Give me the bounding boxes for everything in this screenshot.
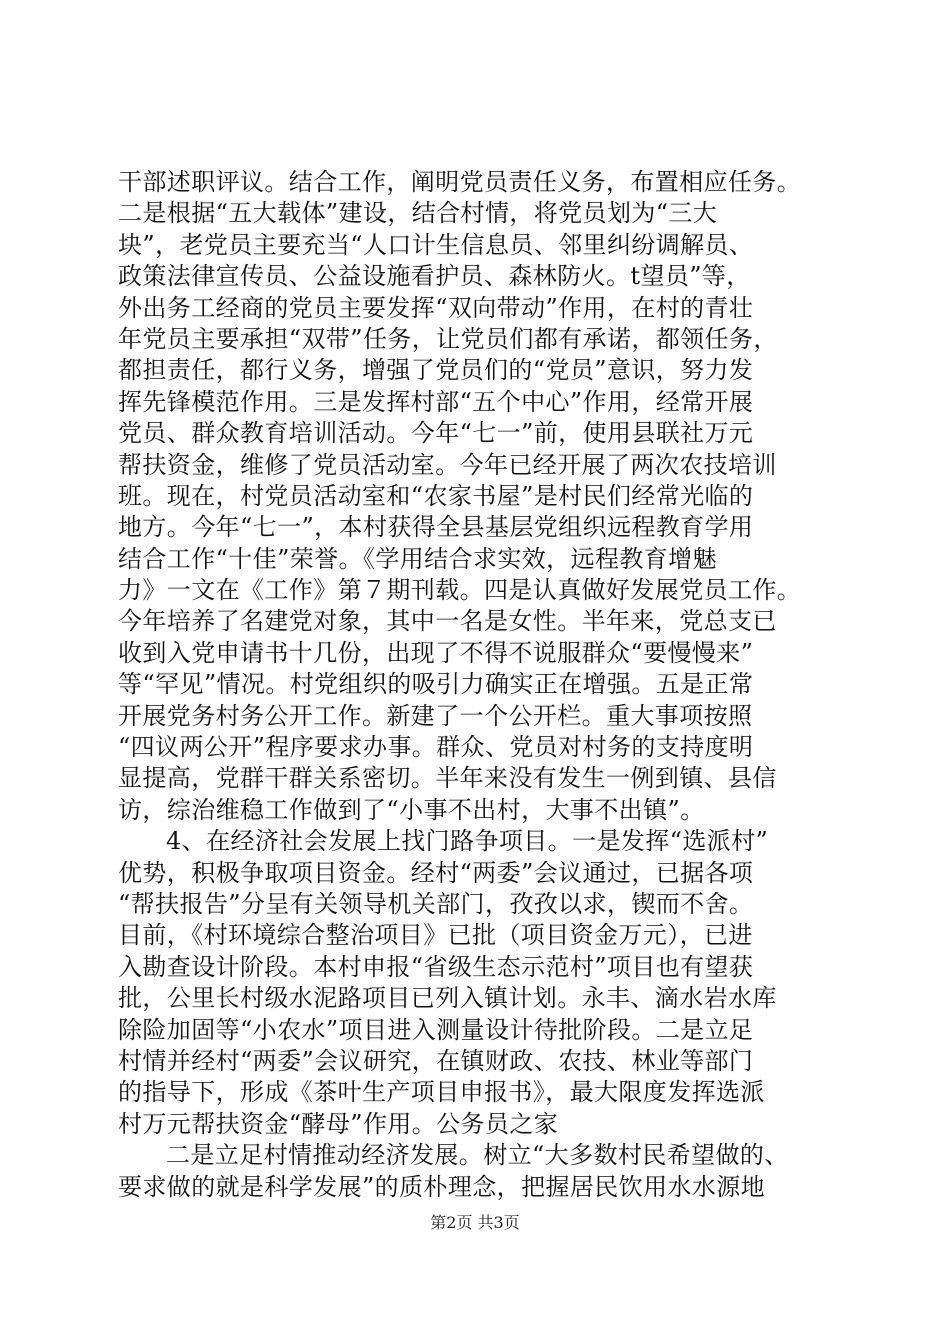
text-line: 干部述职评议。结合工作，阐明党员责任义务，布置相应任务。	[118, 168, 802, 196]
text-line: 挥先锋模范作用。三是发挥村部“五个中心”作用，经常开展	[118, 387, 754, 416]
text-line: 外出务工经商的党员主要发挥“双向带动”作用，在村的青壮	[118, 293, 754, 322]
text-line: 目前，《村环境综合整治项目》已批（项目资金万元），已进	[118, 921, 753, 950]
text-line: 结合工作“十佳”荣誉。《学用结合求实效，远程教育增魅	[118, 544, 717, 573]
paragraph-start-line: 4、在经济社会发展上找门路争项目。一是发挥“选派村”	[166, 827, 769, 856]
text-line: 村万元帮扶资金“酵母”作用。公务员之家	[118, 1109, 559, 1138]
text-line: 批，公里长村级水泥路项目已列入镇计划。永丰、滴水岩水库	[118, 984, 777, 1013]
text-line: 二是根据“五大载体”建设，结合村情，将党员划为“三大	[118, 199, 718, 228]
text-line: 开展党务村务公开工作。新建了一个公开栏。重大事项按照	[118, 701, 753, 730]
text-line: 帮扶资金，维修了党员活动室。今年已经开展了两次农技培训	[118, 450, 777, 479]
text-line: 块”，老党员主要充当“人口计生信息员、邻里纠纷调解员、	[118, 230, 754, 259]
text-line: 地方。今年“七一”，本村获得全县基层党组织远程教育学用	[118, 513, 754, 542]
text-line: “帮扶报告”分呈有关领导机关部门，孜孜以求，锲而不舍。	[118, 889, 754, 918]
text-line: 今年培养了名建党对象，其中一名是女性。半年来，党总支已	[118, 607, 777, 636]
text-line: “四议两公开”程序要求办事。群众、党员对村务的支持度明	[118, 733, 754, 762]
text-line: 力》一文在《工作》第７期刊载。四是认真做好发展党员工作。	[118, 576, 802, 605]
text-line: 班。现在，村党员活动室和“农家书屋”是村民们经常光临的	[118, 481, 754, 510]
text-line: 入勘查设计阶段。本村申报“省级生态示范村”项目也有望获	[118, 952, 754, 981]
text-line: 要求做的就是科学发展”的质朴理念，把握居民饮用水水源地	[118, 1172, 766, 1201]
text-line: 政策法律宣传员、公益设施看护员、森林防火。t望员”等，	[118, 262, 751, 291]
text-line: 收到入党申请书十几份，出现了不得不说服群众“要慢慢来”	[118, 638, 754, 667]
text-line: 除险加固等“小农水”项目进入测量设计待批阶段。二是立足	[118, 1015, 754, 1044]
text-line: 优势，积极争取项目资金。经村“两委”会议通过，已据各项	[118, 858, 754, 887]
document-body	[118, 167, 834, 1203]
paragraph-start-line: 二是立足村情推动经济发展。树立“大多数村民希望做的、	[166, 1141, 789, 1170]
text-line: 等“罕见”情况。村党组织的吸引力确实正在增强。五是正常	[118, 670, 754, 699]
text-line: 年党员主要承担“双带”任务，让党员们都有承诺，都领任务，	[118, 324, 778, 353]
text-line: 都担责任，都行义务，增强了党员们的“党员”意识，努力发	[118, 356, 754, 385]
text-line: 党员、群众教育培训活动。今年“七一”前，使用县联社万元	[118, 419, 754, 448]
page-number: 第2页 共3页	[430, 1213, 520, 1232]
text-line: 村情并经村“两委”会议研究，在镇财政、农技、林业等部门	[118, 1046, 754, 1075]
text-line: 显提高，党群干群关系密切。半年来没有发生一例到镇、县信	[118, 764, 777, 793]
text-line: 的指导下，形成《茶叶生产项目申报书》，最大限度发挥选派	[118, 1078, 765, 1107]
text-line: 访，综治维稳工作做到了“小事不出村，大事不出镇”。	[118, 795, 705, 824]
